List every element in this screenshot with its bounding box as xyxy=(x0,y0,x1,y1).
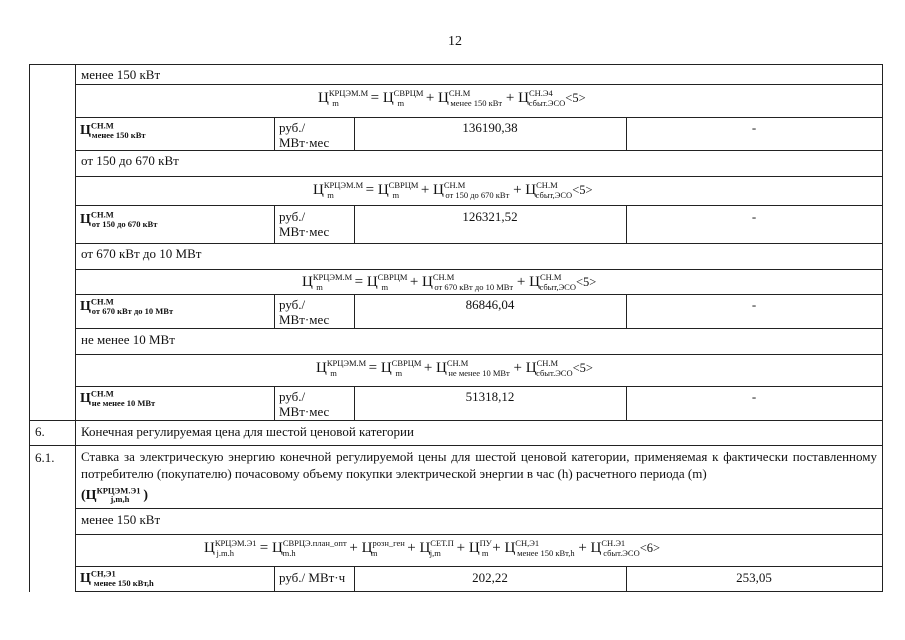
rate-symbol: $Ц^{СН.М}_{не менее 10 МВт}$ xyxy=(80,388,156,408)
rate-symbol: $Ц^{СН.М}_{менее 150 кВт}$ xyxy=(80,120,146,140)
rate-symbol: $Ц^{СН,Э1}_{менее 150 кВт,h}$ xyxy=(80,568,154,588)
unit-cell: руб./ МВт·ч xyxy=(279,570,346,585)
value-cell: - xyxy=(751,389,757,404)
page-number: 12 xyxy=(448,34,462,49)
rate-symbol: $Ц^{СН.М}_{от 150 до 670 кВт}$ xyxy=(80,209,158,229)
value-cell: - xyxy=(751,297,757,312)
value-cell: 126321,52 xyxy=(462,209,518,224)
unit-cell: руб./ МВт·мес xyxy=(279,120,330,150)
unit-cell: руб./ МВт·мес xyxy=(279,209,330,239)
value-cell: 136190,38 xyxy=(462,120,518,135)
range-label: от 150 до 670 кВт xyxy=(81,153,179,168)
value-cell: 253,05 xyxy=(736,570,772,585)
item-number: 6. xyxy=(35,424,45,439)
formula: $Ц^{КРЦЭМ.М}_m = Ц^{СВРЦМ}_m + Ц^{СН.М}_{от 670 кВт до 10 МВт} + Ц^{СН.М}_{сбыт,ЭСО}<5>$ xyxy=(302,272,597,292)
value-cell: 202,22 xyxy=(472,570,508,585)
value-cell: 86846,04 xyxy=(465,297,515,312)
item-description: Ставка за электрическую энергию конечной регулируемой цены для шестой ценовой категории, применяемая к фактически поставленному потребителю (покупателю) почасовому объему покупки электрической энергии в час (h) расчетного периода (m) ($Ц^{КРЦЭМ.Э1}_{j,m,h}$ ) xyxy=(81,449,877,505)
formula: $Ц^{КРЦЭМ.М}_m = Ц^{СВРЦМ}_m + Ц^{СН.М}_{не менее 10 МВт} + Ц^{СН.М}_{сбыт.ЭСО}<5>$ xyxy=(316,358,593,378)
unit-cell: руб./ МВт·мес xyxy=(279,389,330,419)
item-number: 6.1. xyxy=(35,450,55,465)
unit-cell: руб./ МВт·мес xyxy=(279,297,330,327)
rate-symbol: $Ц^{СН.М}_{от 670 кВт до 10 МВт}$ xyxy=(80,296,174,316)
range-label: от 670 кВт до 10 МВт xyxy=(81,246,202,261)
formula: $Ц^{КРЦЭМ.Э1}_{j.m.h} = Ц^{СВРЦЭ.план\_опт}_{m.h} + Ц^{розн\_ген}_m + Ц^{СЕТ.П}_{j,m} + Ц^{ПУ}_m + Ц^{СН,Э1}_{менее 150 кВт,h} + Ц^{СН.Э1}_{сбыт.ЭСО}<6>$ xyxy=(204,538,661,558)
value-cell: 51318,12 xyxy=(465,389,515,404)
item-title: Конечная регулируемая цена для шестой ценовой категории xyxy=(81,424,414,439)
range-label: не менее 10 МВт xyxy=(81,332,175,347)
value-cell: - xyxy=(751,209,757,224)
range-label: менее 150 кВт xyxy=(81,512,161,527)
formula: $Ц^{КРЦЭМ.М}_m = Ц^{СВРЦМ}_m + Ц^{СН.М}_{от 150 до 670 кВт} + Ц^{СН.М}_{сбыт,ЭСО}<5>$ xyxy=(313,180,593,200)
range-label: менее 150 кВт xyxy=(81,67,161,82)
value-cell: - xyxy=(751,120,757,135)
formula: $Ц^{КРЦЭМ.М}_m = Ц^{СВРЦМ}_m + Ц^{СН.М}_{менее 150 кВт} + Ц^{СН.Э4}_{сбыт.ЭСО}<5>$ xyxy=(318,88,586,108)
